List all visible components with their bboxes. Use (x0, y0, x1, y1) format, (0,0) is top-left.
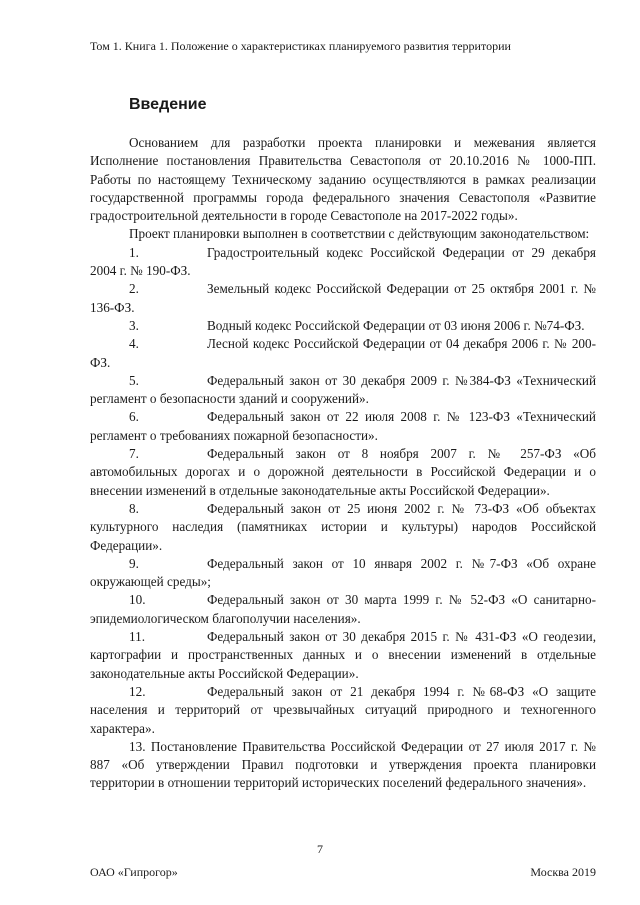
document-body (90, 134, 596, 793)
list-item-number: 10. (129, 592, 146, 608)
list-item-text: Федеральный закон от 30 марта 1999 г. № 52-ФЗ «О санитарно-эпидемиологическом благополучии населения». (90, 592, 596, 626)
list-item (90, 372, 596, 409)
list-item (90, 280, 596, 317)
list-item-text: Федеральный закон от 30 декабря 2015 г. № 431-ФЗ «О геодезии, картографии и пространственных данных и о внесении изменений в отдельные законодательные акты Российской Федерации». (90, 629, 596, 681)
list-item-number: 1. (129, 244, 139, 260)
list-item (90, 335, 596, 372)
list-item (90, 683, 596, 738)
list-item-number: 9. (129, 555, 139, 571)
footer-city-year: Москва 2019 (530, 865, 596, 879)
list-item (90, 408, 596, 445)
list-item-text: Лесной кодекс Российской Федерации от 04 декабря 2006 г. № 200-ФЗ. (90, 336, 596, 370)
list-item-text: Федеральный закон от 8 ноября 2007 г. № 257-ФЗ «Об автомобильных дорогах и о дорожной деятельности в Российской Федерации и о внесении изменений в отдельные законодательные акты Российской Федерации». (90, 446, 596, 498)
list-item-number: 8. (129, 500, 139, 516)
list-item (90, 628, 596, 683)
list-item-number: 5. (129, 372, 139, 388)
list-item (90, 244, 596, 281)
list-item-13: 13. Постановление Правительства Российской Федерации от 27 июля 2017 г. № 887 «Об утверждении Правил подготовки и утверждения проекта планировки территории в отношении территорий исторических поселений федерального значения». (90, 738, 596, 791)
list-item-number: 12. (129, 683, 146, 699)
paragraph-basis: Основанием для разработки проекта планировки и межевания является Исполнение постановления Правительства Севастополя от 20.10.2016 № 1000-ПП. Работы по настоящему Техническому заданию осуществляются в рамках реализации государственной программы города федерального значения Севастополя «Развитие градостроительной деятельности в городе Севастополе на 2017-2022 годы». (90, 135, 596, 224)
list-item-number: 2. (129, 281, 139, 297)
list-item-number: 7. (129, 446, 139, 462)
list-item-text: Федеральный закон от 25 июня 2002 г. № 73-ФЗ «Об объектах культурного наследия (памятниках истории и культуры) народов Российской Федерации». (90, 500, 596, 553)
list-item-number: 3. (129, 317, 139, 333)
list-item-text: Федеральный закон от 10 января 2002 г. №7-ФЗ «Об охране окружающей среды»; (90, 555, 596, 590)
list-item-text: Водный кодекс Российской Федерации от 03 июня 2006 г. №74-ФЗ. (207, 317, 585, 333)
list-item (90, 445, 596, 500)
list-item (90, 500, 596, 555)
list-item-text: Федеральный закон от 22 июля 2008 г. № 123-ФЗ «Технический регламент о требованиях пожарной безопасности». (90, 409, 596, 443)
list-item-text: Земельный кодекс Российской Федерации от 25 октября 2001 г. № 136-ФЗ. (90, 281, 596, 315)
paragraph-legislation-intro: Проект планировки выполнен в соответствии с действующим законодательством: (129, 226, 590, 242)
list-item-text: Федеральный закон от 21 декабря 1994 г. №68-ФЗ «О защите населения и территорий от чрезвычайных ситуаций природного и техногенного характера». (90, 683, 596, 736)
legislation-list (90, 244, 596, 793)
list-item-number: 11. (129, 629, 145, 645)
list-item-number: 4. (129, 336, 139, 352)
list-item-text: Федеральный закон от 30 декабря 2009 г. №384-ФЗ «Технический регламент о безопасности зданий и сооружений». (90, 372, 596, 407)
page-number: 7 (317, 842, 323, 856)
list-item (90, 555, 596, 592)
list-item-number: 6. (129, 409, 139, 425)
list-item (90, 317, 596, 335)
footer-organization: ОАО «Гипрогор» (90, 865, 178, 879)
section-title: Введение (129, 96, 207, 113)
list-item-text: Градостроительный кодекс Российской Федерации от 29 декабря 2004 г. № 190-ФЗ. (90, 244, 596, 279)
running-header: Том 1. Книга 1. Положение о характеристиках планируемого развития территории (90, 39, 511, 53)
list-item (90, 591, 596, 628)
